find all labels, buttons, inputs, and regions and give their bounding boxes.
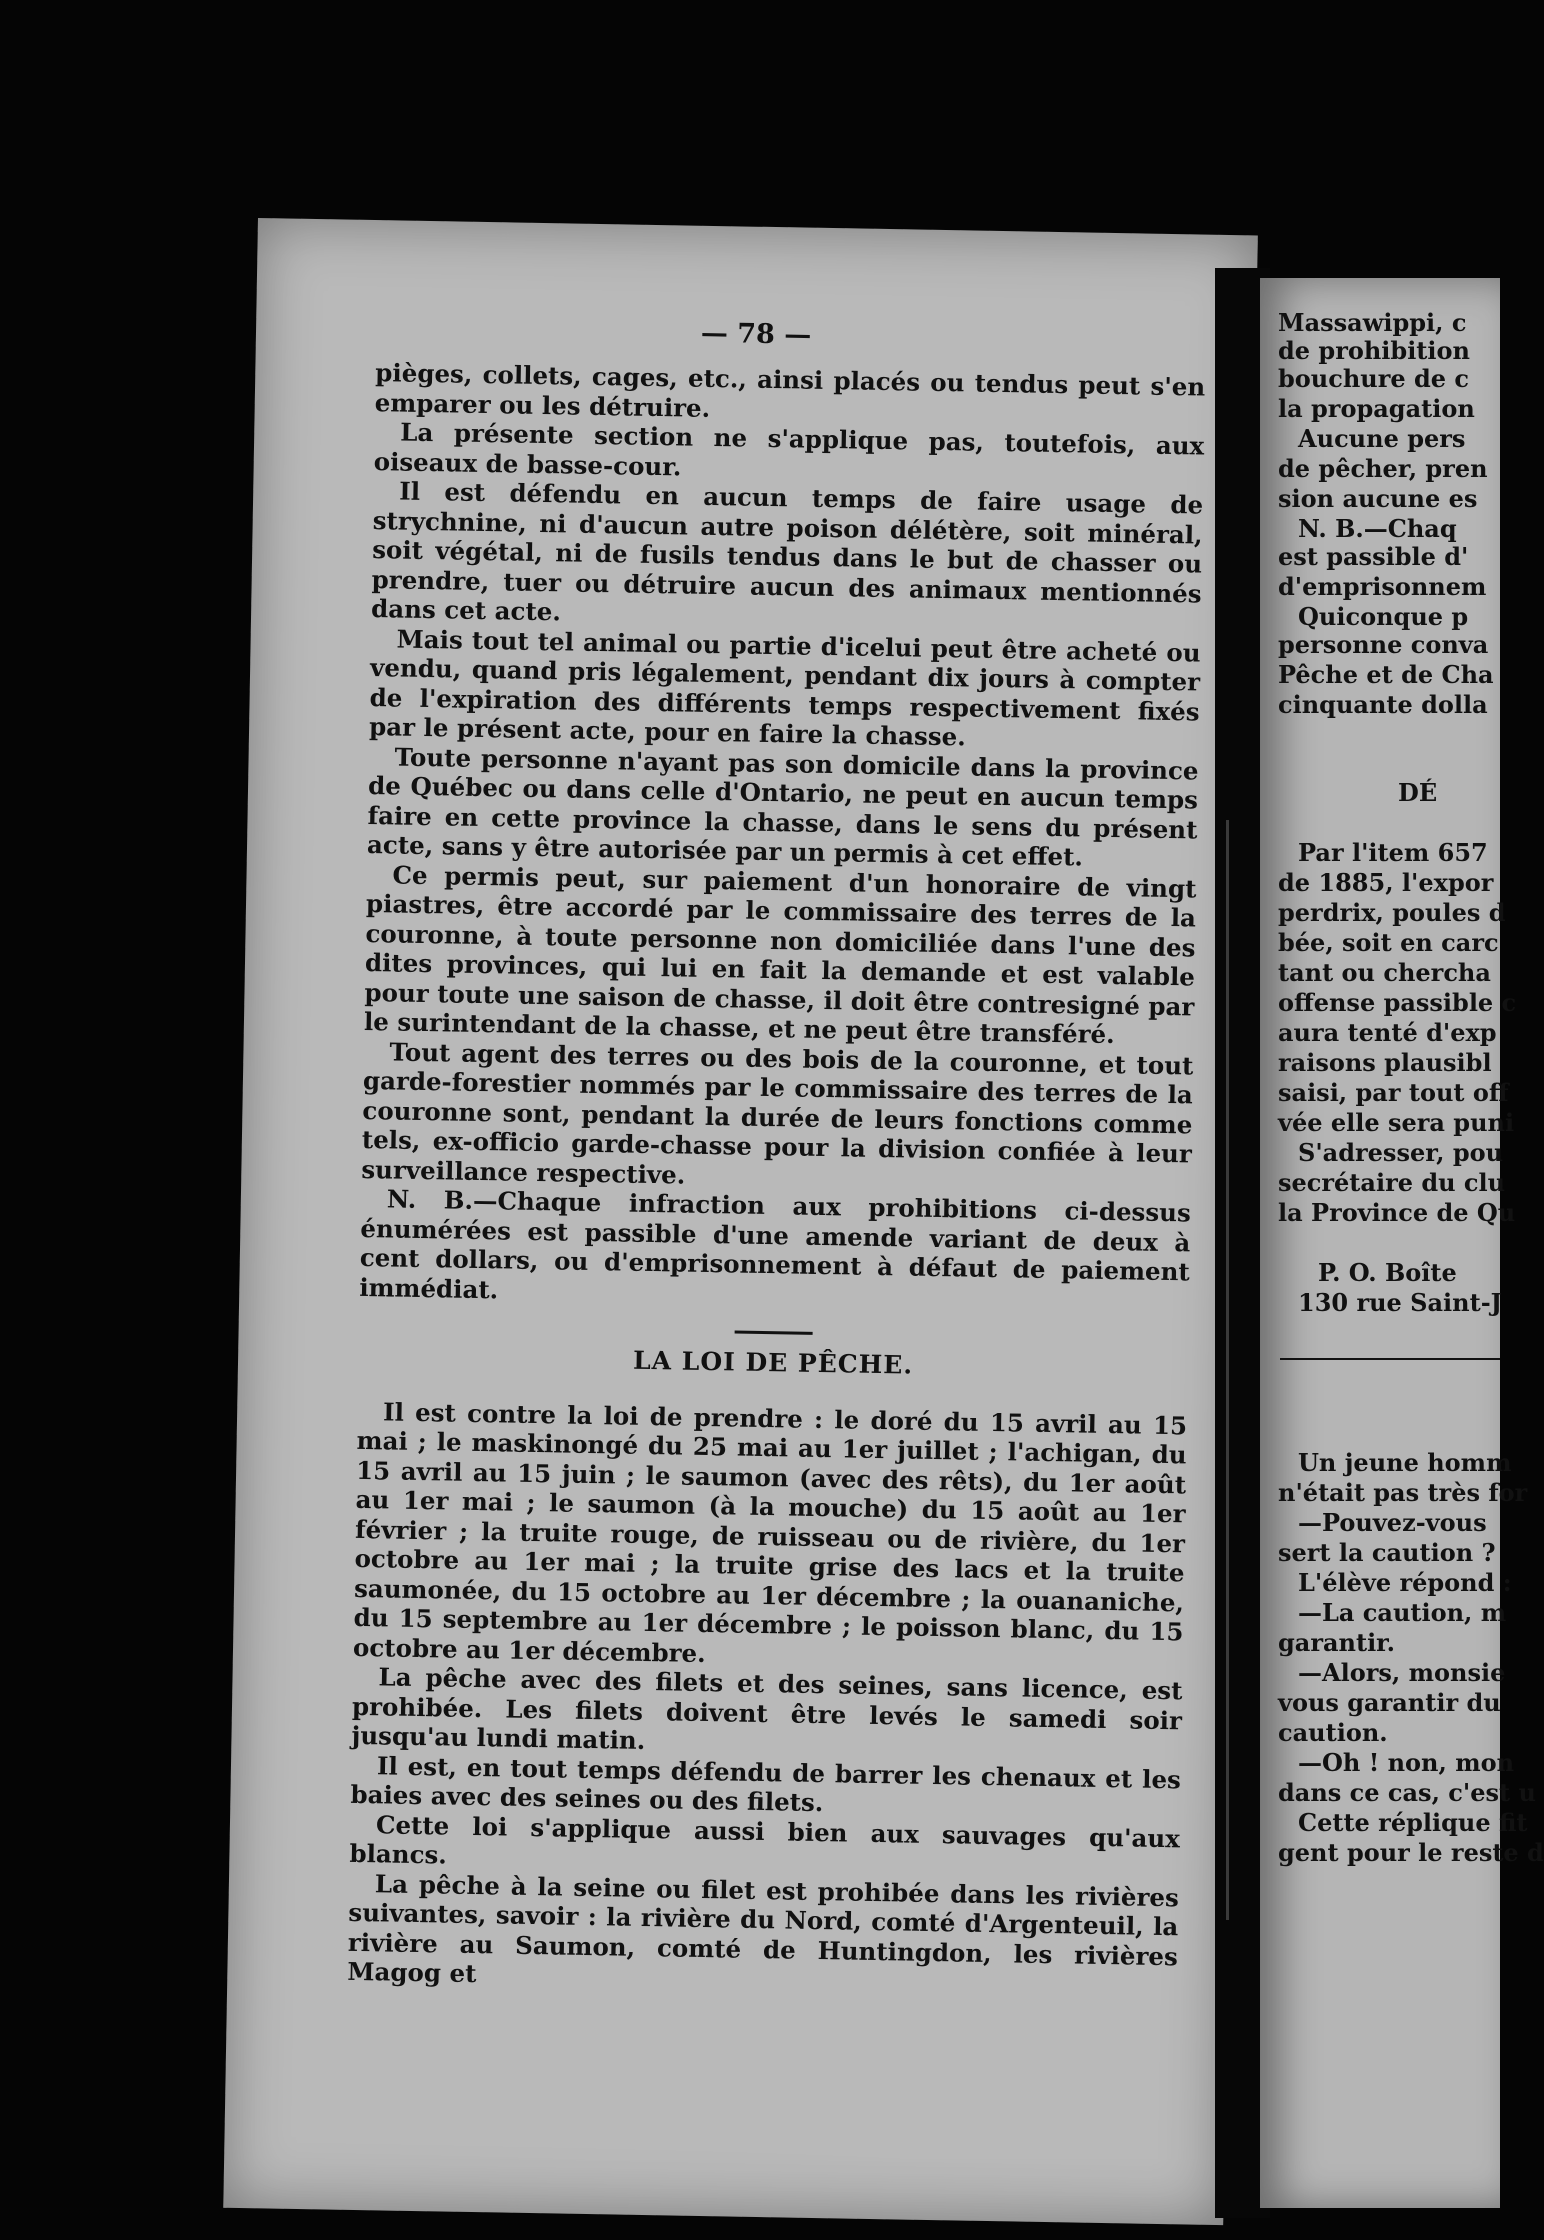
paragraph: La pêche à la seine ou filet est prohibée dans les rivières suivantes, savoir : la rivière du Nord, comté d'Argenteuil, la rivière au Saumon, comté de Huntingdon, les rivières Magog et	[347, 1868, 1180, 1989]
page-number: — 78 —	[700, 317, 812, 351]
right-page-line: —Alors, monsie	[1298, 1658, 1506, 1687]
paragraph: Cette loi s'applique aussi bien aux sauvages qu'aux blancs.	[349, 1809, 1181, 1870]
right-page	[1260, 278, 1544, 2208]
right-page-line: raisons plausibl	[1278, 1048, 1492, 1077]
right-page-line: cinquante dolla	[1278, 690, 1488, 719]
right-page-line: personne conva	[1278, 630, 1489, 659]
right-page-line: dans ce cas, c'est u	[1278, 1778, 1536, 1807]
right-page-line: tant ou chercha	[1278, 958, 1491, 987]
right-page-line: caution.	[1278, 1718, 1388, 1747]
paragraph: Tout agent des terres ou des bois de la couronne, et tout garde-forestier nommés par le commissaire des terres de la couronne sont, pendant la durée de leurs fonctions comme tels, ex-officio garde-chasse pour la division confiée à leur surveillance respective.	[361, 1036, 1194, 1190]
right-page-line: Cette réplique fit	[1298, 1808, 1528, 1837]
right-page-line: gent pour le reste d	[1278, 1838, 1544, 1867]
paragraph: pièges, collets, cages, etc., ainsi placés ou tendus peut s'en emparer ou les détruire.	[374, 358, 1206, 423]
right-page-line: S'adresser, pou	[1298, 1138, 1504, 1167]
right-page-line: saisi, par tout off	[1278, 1078, 1509, 1107]
right-page-line: —Pouvez-vous	[1298, 1508, 1487, 1537]
right-page-line: secrétaire du clu	[1278, 1168, 1506, 1197]
right-page-line: Un jeune homm	[1298, 1448, 1512, 1477]
right-page-line: Massawippi, c	[1278, 308, 1467, 337]
right-page-line: offense passible c	[1278, 988, 1517, 1017]
right-page-line: d'emprisonnem	[1278, 572, 1487, 601]
right-page-line: de prohibition	[1278, 336, 1470, 365]
right-page-line: sert la caution ?	[1278, 1538, 1496, 1567]
right-page-line: aura tenté d'exp	[1278, 1018, 1497, 1047]
right-page-line: de 1885, l'expor	[1278, 868, 1494, 897]
right-page-line: —La caution, m	[1298, 1598, 1507, 1627]
right-page-line: Pêche et de Cha	[1278, 660, 1494, 689]
paragraph: Mais tout tel animal ou partie d'icelui peut être acheté ou vendu, quand pris légalement, pendant dix jours à compter de l'expiration des différents temps respectivement fixés par le présent acte, pour en faire la chasse.	[368, 623, 1201, 752]
paragraph: La présente section ne s'applique pas, toutefois, aux oiseaux de basse-cour.	[373, 417, 1205, 481]
right-page-line: la Province de Qu	[1278, 1198, 1516, 1227]
right-page-line: 130 rue Saint-J	[1298, 1288, 1503, 1317]
right-page-line: —Oh ! non, mon	[1298, 1748, 1515, 1777]
right-page-line: vée elle sera puni	[1278, 1108, 1515, 1137]
paragraph: Ce permis peut, sur paiement d'un honoraire de vingt piastres, être accordé par le commissaire des terres de la couronne, à toute personne non domiciliée dans l'une des dites provinces, qui lui en fait la demande et est valable pour toute une saison de chasse, il doit être contresigné par le surintendant de la chasse, et ne peut être transféré.	[363, 859, 1197, 1050]
left-page	[223, 218, 1258, 2225]
paragraph: Toute personne n'ayant pas son domicile dans la province de Québec ou dans celle d'Ontario, ne peut en aucun temps faire en cette province la chasse, dans le sens du présent acte, sans y être autorisée par un permis à cet effet.	[366, 741, 1199, 872]
right-page-line: N. B.—Chaq	[1298, 514, 1457, 543]
right-page-line: de pêcher, pren	[1278, 454, 1488, 483]
paragraph: Il est défendu en aucun temps de faire usage de strychnine, ni d'aucun autre poison délétère, soit minéral, soit végétal, ni de fusils tendus dans le but de chasser ou prendre, tuer ou détruire aucun des animaux mentionnés dans cet acte.	[370, 476, 1204, 627]
right-page-line: perdrix, poules d	[1278, 898, 1506, 927]
paragraph: Il est, en tout temps défendu de barrer les chenaux et les baies avec des seines ou des filets.	[350, 1750, 1182, 1818]
right-page-line: Aucune pers	[1298, 424, 1466, 453]
right-page-rule	[1280, 1358, 1500, 1360]
right-page-line: bouchure de c	[1278, 364, 1470, 393]
right-page-line: Quiconque p	[1298, 602, 1469, 631]
right-page-line: la propagation	[1278, 394, 1475, 423]
right-page-line: n'était pas très for	[1278, 1478, 1528, 1507]
right-page-line: bée, soit en carc	[1278, 928, 1499, 957]
section-title: LA LOI DE PÊCHE.	[632, 1345, 914, 1380]
right-page-line: L'élève répond :	[1298, 1568, 1512, 1597]
right-page-line: P. O. Boîte	[1318, 1258, 1457, 1287]
paragraph: N. B.—Chaque infraction aux prohibitions ci-dessus énumérées est passible d'une amende variant de deux à cent dollars, ou d'emprisonnement à défaut de paiement immédiat.	[359, 1184, 1192, 1304]
gutter-edge	[1226, 820, 1229, 1920]
paragraph: Il est contre la loi de prendre : le doré du 15 avril au 15 mai ; le maskinongé du 25 mai au 1er juillet ; l'achigan, du 15 avril au 15 juin ; le saumon (avec des rêts), du 1er août au 1er mai ; le saumon (à la mouche) du 15 août au 1er février ; la truite rouge, de ruisseau ou de rivière, du 1er octobre au 1er mai ; la truite grise des lacs et la truite saumonée, du 15 octobre au 1er décembre ; la ouananiche, du 15 septembre au 1er décembre ; le poisson blanc, du 15 octobre au 1er décembre.	[352, 1396, 1188, 1668]
right-page-line: vous garantir du	[1278, 1688, 1501, 1717]
right-page-line: garantir.	[1278, 1628, 1395, 1657]
right-page-line: Par l'item 657	[1298, 838, 1488, 867]
left-page-body	[347, 358, 1205, 2001]
right-page-line: DÉ	[1398, 778, 1438, 807]
paragraph: La pêche avec des filets et des seines, sans licence, est prohibée. Les filets doivent être levés le samedi soir jusqu'au lundi matin.	[351, 1662, 1183, 1755]
section-separator	[735, 1330, 813, 1334]
right-page-line: est passible d'	[1278, 542, 1469, 571]
right-page-line: sion aucune es	[1278, 484, 1478, 513]
